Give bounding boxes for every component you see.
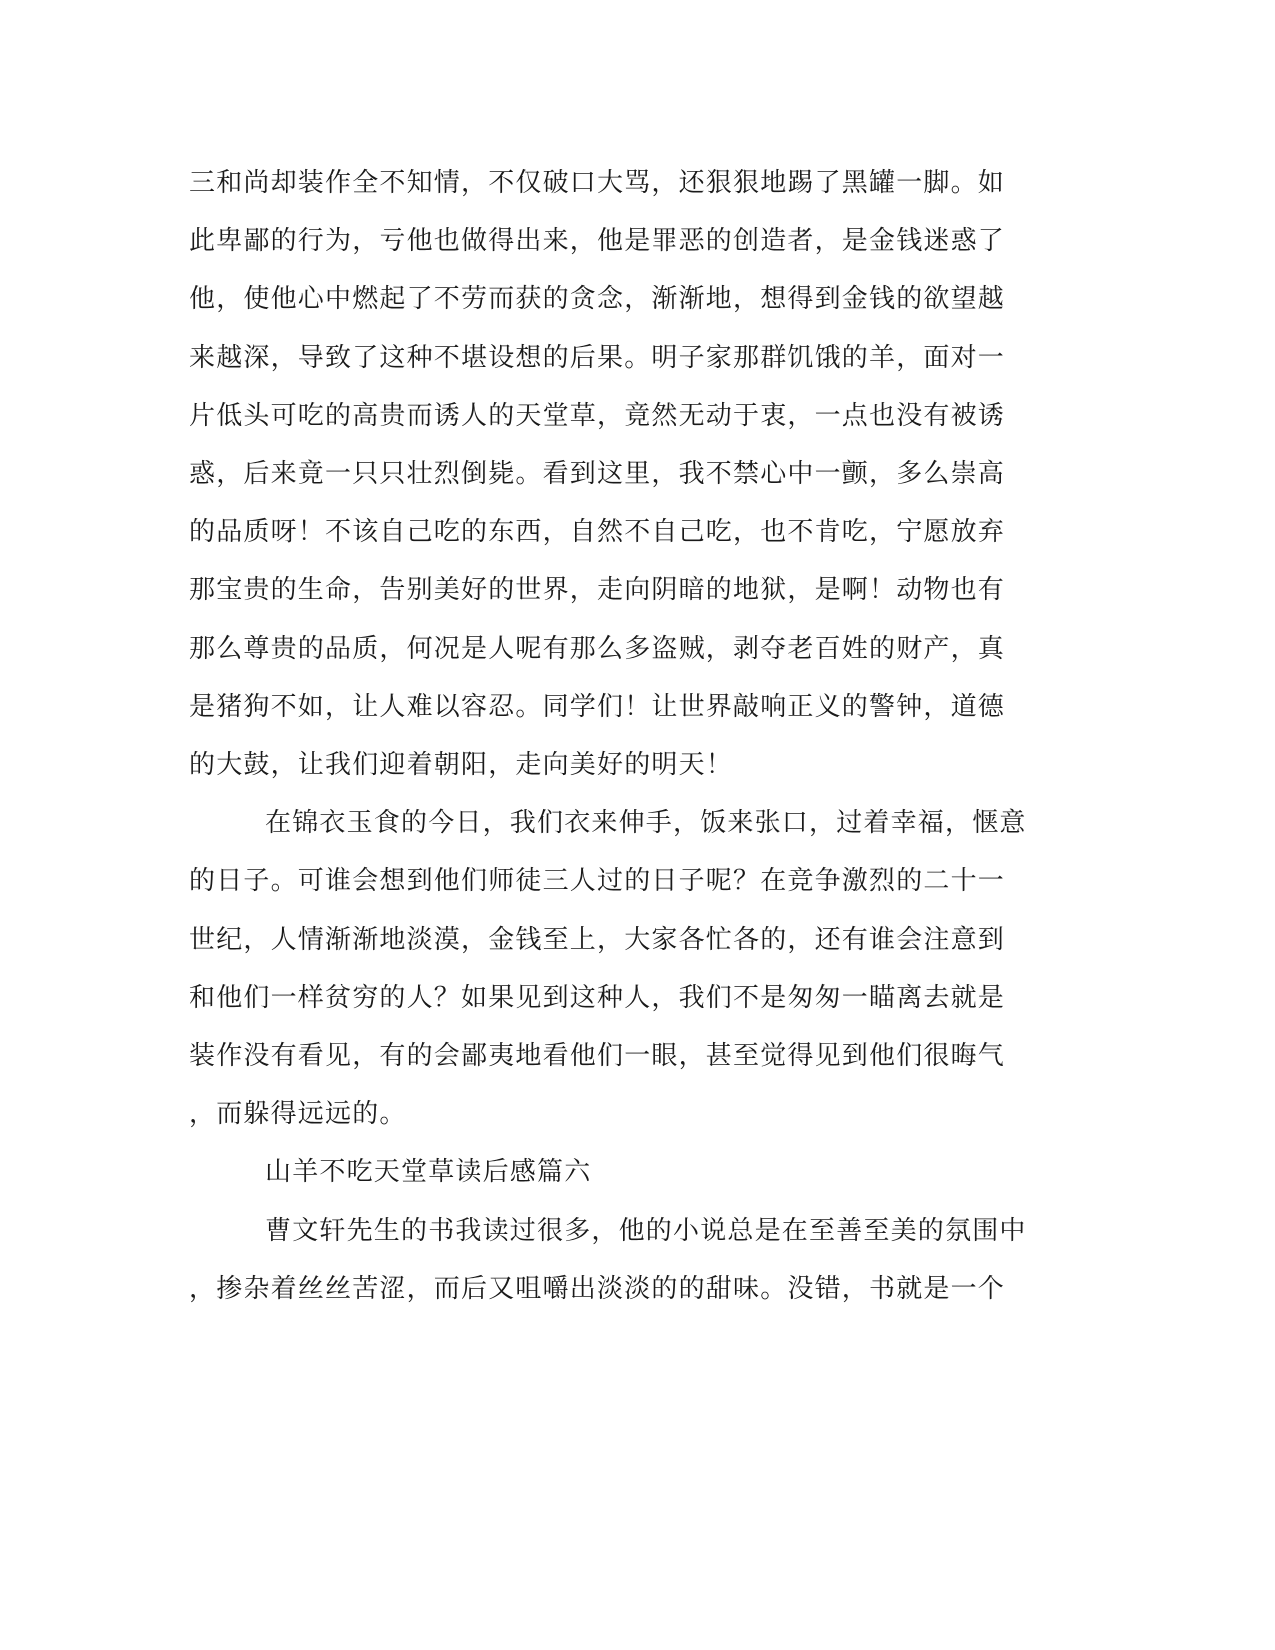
text-line: 世纪，人情渐渐地淡漠，金钱至上，大家各忙各的，还有谁会注意到: [189, 925, 1006, 955]
text-line: 曹文轩先生的书我读过很多，他的小说总是在至善至美的氛围中: [265, 1216, 1027, 1246]
text-line: 的大鼓，让我们迎着朝阳，走向美好的明天！: [189, 750, 734, 780]
text-line: 他，使他心中燃起了不劳而获的贪念，渐渐地，想得到金钱的欲望越: [189, 284, 1006, 314]
text-line: 三和尚却装作全不知情，不仅破口大骂，还狠狠地踢了黑罐一脚。如: [189, 168, 1006, 198]
text-line: 惑，后来竟一只只壮烈倒毙。看到这里，我不禁心中一颤，多么崇高: [189, 459, 1006, 489]
text-line: ，掺杂着丝丝苦涩，而后又咀嚼出淡淡的的甜味。没错，书就是一个: [189, 1274, 1006, 1304]
text-line: 片低头可吃的高贵而诱人的天堂草，竟然无动于衷，一点也没有被诱: [189, 401, 1006, 431]
text-line: 在锦衣玉食的今日，我们衣来伸手，饭来张口，过着幸福，惬意: [265, 808, 1027, 838]
text-line: ，而躲得远远的。: [189, 1099, 407, 1129]
text-line: 装作没有看见，有的会鄙夷地看他们一眼，甚至觉得见到他们很晦气: [189, 1041, 1006, 1071]
text-line: 和他们一样贫穷的人？如果见到这种人，我们不是匆匆一瞄离去就是: [189, 983, 1006, 1013]
text-line: 的日子。可谁会想到他们师徒三人过的日子呢？在竞争激烈的二十一: [189, 866, 1006, 896]
text-line: 那宝贵的生命，告别美好的世界，走向阴暗的地狱，是啊！动物也有: [189, 575, 1006, 605]
section-heading: 山羊不吃天堂草读后感篇六: [265, 1157, 592, 1187]
text-line: 此卑鄙的行为，亏他也做得出来，他是罪恶的创造者，是金钱迷惑了: [189, 226, 1006, 256]
text-line: 是猪狗不如，让人难以容忍。同学们！让世界敲响正义的警钟，道德: [189, 692, 1006, 722]
text-line: 的品质呀！不该自己吃的东西，自然不自己吃，也不肯吃，宁愿放弃: [189, 517, 1006, 547]
text-line: 那么尊贵的品质，何况是人呢有那么多盗贼，剥夺老百姓的财产，真: [189, 634, 1006, 664]
text-line: 来越深，导致了这种不堪设想的后果。明子家那群饥饿的羊，面对一: [189, 343, 1006, 373]
